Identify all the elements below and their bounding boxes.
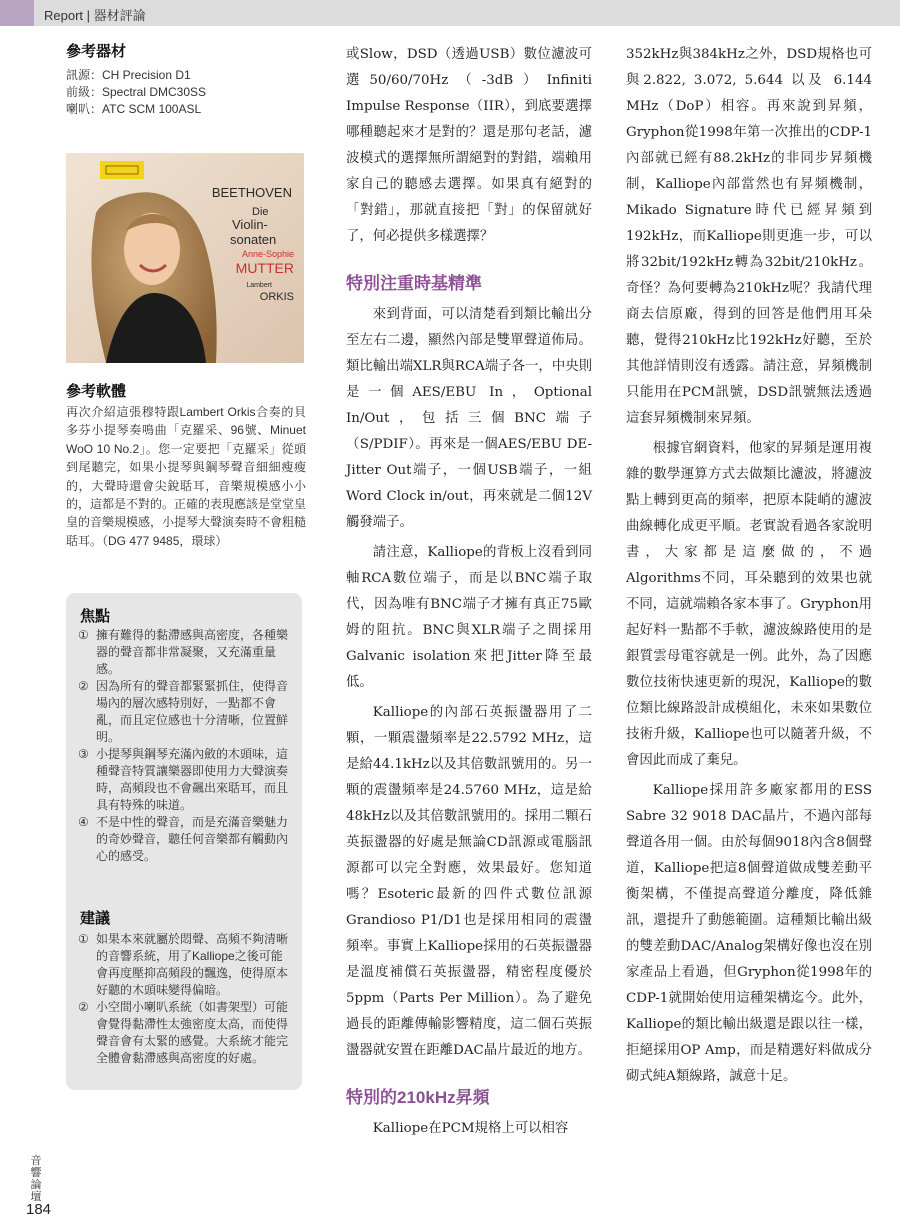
article-paragraph: Kalliope在PCM規格上可以相容	[372, 1121, 569, 1136]
album-pianist-first-name: Lambert	[246, 282, 272, 289]
section-heading: 特別注重時基精準	[346, 274, 482, 293]
article-paragraph: Kalliope採用許多廠家都用的ESS Sabre 32 9018 DAC晶片，不過內部每聲道各用一個。由於每個9018內含8個聲道，Kalliope把這8個聲道做成雙差動平衡架構，不僅提高聲道分離度，降低雜訊，還提升了動態範圍。這種類比輸出級的雙差動DAC/Analog架構好像也沒在別家產品上看過，但Gryphon從1998年的CDP-1就開始使用這種架構迄今。此外，Kalliope的類比輸出級還是跟以往一樣，拒絕採用OP Amp，而是精選好料做成分砌式純A類線路，誠意十足。	[626, 783, 872, 1084]
album-pianist-last-name: ORKIS	[259, 291, 294, 303]
album-composer: BEETHOVEN	[211, 185, 292, 200]
album-title-line: Die	[252, 206, 269, 218]
advice-item: ① 如果本來就屬於悶聲、高頻不夠清晰的音響系統，用了Kalliope之後可能會再度壓抑高頻段的飄逸，使得原本好聽的木頭味變得偏暗。	[78, 932, 289, 997]
page-header-bar	[0, 0, 900, 26]
album-artist-first-name: Anne-Sophie	[241, 249, 294, 259]
album-title-line: Violin-	[232, 217, 268, 232]
advice-list	[78, 931, 292, 1067]
header-color-tab	[0, 0, 34, 26]
focus-item: ③ 小提琴與鋼琴充滿內斂的木頭味，這種聲音特質讓樂器即使用力大聲演奏時，高頻段也不會飆出來聒耳，而且具有特殊的味道。	[78, 747, 289, 812]
focus-item: ① 擁有難得的黏滯感與高密度，各種樂器的聲音都非常凝聚，又充滿重量感。	[78, 628, 289, 676]
section-heading: 特別的210kHz昇頻	[346, 1088, 490, 1107]
advice-title: 建議	[80, 910, 111, 927]
focus-title: 焦點	[80, 608, 111, 625]
article-paragraph: 請注意，Kalliope的背板上沒看到同軸RCA數位端子，而是以BNC端子取代，因為唯有BNC端子才擁有真正75歐姆的阻抗。BNC與XLR端子之間採用Galvanic isolation來把Jitter降至最低。	[346, 545, 592, 690]
album-title-line: sonaten	[230, 232, 277, 247]
article-column-right	[626, 42, 872, 1094]
article-paragraph: Kalliope的內部石英振盪器用了二顆，一顆震盪頻率是22.5792 MHz，這是給44.1kHz以及其倍數訊號用的。另一顆的震盪頻率是24.5760 MHz，這是給48kHz以及其倍數訊號用的。採用二顆石英振盪器的好處是無論CD訊源或電腦訊源都可以完全對應，效果最好。您知道嗎？Esoteric最新的四件式數位訊源Grandioso P1/D1也是採用相同的震盪頻率。事實上Kalliope採用的石英振盪器是溫度補償石英振盪器，精密程度優於5ppm（Parts Per Million）。為了避免過長的距離傳輸影響精度，這二個石英振盪器就安置在距離DAC晶片最近的地方。	[346, 705, 592, 1058]
article-paragraph: 來到背面，可以清楚看到類比輸出分至左右二邊，顯然內部是雙單聲道佈局。類比輸出端XLR與RCA端子各一，中央則是一個AES/EBU In，Optional In/Out，包括三個BNC端子（S/PDIF）。再來是一個AES/EBU DE-Jitter Out端子，一個USB端子，一組Word Clock in/out，再來就是二個12V觸發端子。	[346, 307, 592, 530]
page-number: 184	[26, 1201, 52, 1218]
album-cover-art	[66, 153, 304, 363]
focus-list	[78, 627, 292, 865]
section-label: Report | 器材評論	[44, 8, 146, 23]
article-paragraph: 根據官網資料，他家的昇頻是運用複雜的數學運算方式去做類比濾波，將濾波點上轉到更高的頻率，把原本陡峭的濾波曲線轉化成更平順。老實說看過各家說明書，大家都是這麼做的，不過Algorithms不同，耳朵聽到的效果也就不同，這就端賴各家本事了。Gryphon用起好料一點都不手軟，濾波線路使用的是銀質雲母電容就是一例。此外，為了因應數位技術快速更新的現況，Kalliope的數位類比線路設計成模組化，未來如果數位技術升級，Kalliope也可以隨著升級，不會因此而成了棄兒。	[626, 441, 873, 768]
focus-item: ② 因為所有的聲音都緊緊抓住，使得音場內的層次感特別好，一點都不會亂，而且定位感也十分清晰，位置鮮明。	[78, 679, 289, 744]
article-column-middle	[346, 42, 592, 1146]
reference-gear-line: 前級：Spectral DMC30SS	[66, 85, 207, 99]
reference-gear	[66, 40, 304, 118]
album-artist-last-name: MUTTER	[235, 260, 294, 276]
reference-gear-line: 喇叭：ATC SCM 100ASL	[66, 102, 202, 116]
article-paragraph: 或Slow，DSD（透過USB）數位濾波可選50/60/70Hz（-3dB）Infiniti Impulse Response（IIR），到底要選擇哪種聽起來才是對的？還是那句老話，濾波模式的選擇無所謂絕對的對錯，端賴用家自己的聽感去選擇。如果真有絕對的「對錯」，那就直接把「對」的保留就好了，何必提供多樣選擇？	[346, 47, 592, 244]
advice-item: ② 小空間小喇叭系統（如書架型）可能會覺得黏滯性太強密度太高，而使得聲音會有太緊的感覺。大系統才能完全體會黏滯感與高密度的好處。	[78, 1000, 289, 1065]
reference-software-body: 再次介紹這張穆特跟Lambert Orkis合奏的貝多芬小提琴奏鳴曲「克羅采、96號、Minuet WoO 10 No.2」。您一定要把「克羅采」從頭到尾聽完，如果小提琴與鋼琴聲音細細瘦瘦的，大聲時還會尖銳聒耳，音樂規模感小小的，這都是不對的。正確的表現應該是堂堂皇皇的音樂規模感，小提琴大聲演奏時不會粗糙聒耳。（DG 477 9485，環球）	[66, 405, 307, 548]
reference-gear-title: 參考器材	[66, 43, 127, 60]
focus-item: ④ 不是中性的聲音，而是充滿音樂魅力的奇妙聲音，聽任何音樂都有觸動內心的感受。	[78, 815, 289, 863]
dg-label-logo	[100, 161, 144, 179]
reference-software-title: 參考軟體	[66, 383, 127, 400]
reference-gear-line: 訊源：CH Precision D1	[66, 68, 191, 82]
article-paragraph: 352kHz與384kHz之外，DSD規格也可與2.822, 3.072, 5.644 以及 6.144 MHz（DoP）相容。再來說到昇頻，Gryphon從1998年第一次推出的CDP-1內部就已經有88.2kHz的非同步昇頻機制，Kalliope內部當然也有昇頻機制，Mikado Signature時代已經昇頻到192kHz，而Kalliope則更進一步，可以將32bit/192kHz轉為32bit/210kHz。奇怪？為何要轉為210kHz呢？我請代理商去信原廠，得到的回答是他們用耳朵聽，覺得210kHz比192kHz好聽，至於其他詳情則沒有透露。請注意，昇頻機制只能用在PCM訊號，DSD訊號無法透過這套昇頻機制來昇頻。	[626, 47, 872, 426]
summary-box	[66, 593, 302, 1090]
magazine-vertical-label: 音響論壇	[30, 1155, 42, 1203]
album-cover-image	[66, 153, 304, 363]
